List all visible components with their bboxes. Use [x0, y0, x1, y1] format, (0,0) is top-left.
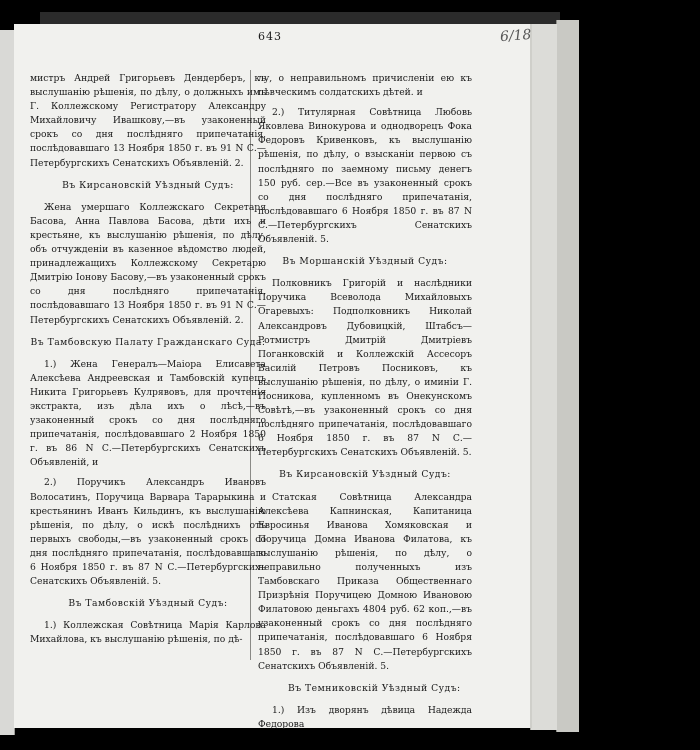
notice-paragraph: Полковникъ Григорій и наслѣдники Поручика Всеволода Михайловыхъ Огаревыхъ: Подполковникъ Николай Александровъ Дубовицкій, Штабсъ—Ротмистръ Дмитрій Дмитріевъ Поганковскій и Коллежскій Ассесоръ Василій Петровъ Посниковъ, къ выслушанію рѣшенія, по дѣлу, о иминіи Г. Посникова, купленномъ въ Онекунскомъ Совѣтѣ,—въ узаконенный срокъ со дня послѣдняго припечатанія, послѣдовавшаго 6 Ноября 1850 г. въ 87 N С.—Петербургскихъ Сенатскихъ Объявленій. 5.	[258, 278, 472, 459]
notice-paragraph: 2.) Титулярная Совѣтница Любовь Яковлева Винокурова и однодворецъ Фока Федоровъ Кривенковъ, къ выслушанію рѣшенія, по дѣлу, о взысканіи первою съ послѣдняго по заемному письму денегъ 150 руб. сер.—Все въ узаконенный срокъ со дня послѣдняго припечатанія, послѣдовавшаго 6 Ноября 1850 г. въ 87 N С.—Петербургскихъ Сенатскихъ Объявленій. 5.	[258, 107, 472, 246]
court-heading: Въ Тамбовскую Палату Гражданскаго Суда:	[30, 336, 266, 348]
notice-paragraph: Статская Совѣтница Александра Алексѣева Капнинская, Капитаница Евросинья Иванова Хомяковская и Поручица Домна Иванова Филатова, къ выслушанію рѣшенія, по дѣлу, о неправильно полученныхъ изъ Тамбовскаго Приказа Общественнаго Призрѣнія Поручицею Домною Ивановою Филатовою деньгахъ 4804 руб. 62 коп.,—въ узаконенный срокъ со дня послѣдняго припечатанія, послѣдовавшаго 6 Ноября 1850 г. въ 87 N С.—Петербургскихъ Сенатскихъ Объявленій. 5.	[258, 491, 472, 672]
handwritten-folio-number: 6/18	[499, 26, 532, 46]
notice-paragraph: Жена умершаго Коллежскаго Секретаря Басова, Анна Павлова Басова, дѣти ихъ и крестьяне, къ выслушанію рѣшенія, по дѣлу, объ отчужденіи въ казенное вѣдомство людей, принадлежащихъ Коллежскому Секретарю Дмитрію Іонову Басову,—въ узаконенный срокъ со дня послѣдняго припечатанія, послѣдовавшаго 13 Ноября 1850 г. въ 91 N С.—Петербургскихъ Сенатскихъ Объявленій. 2.	[30, 201, 266, 326]
notice-paragraph: лу, о неправильномъ причисленіи ею къ пѣвческимъ солдатскихъ дѣтей. и	[258, 73, 472, 99]
page-edge-front	[530, 24, 557, 730]
left-column	[30, 72, 266, 653]
notice-paragraph: 1.) Изъ дворянъ дѣвица Надежда Федорова	[258, 704, 472, 730]
court-heading: Въ Тамбовскій Уѣздный Судъ:	[68, 598, 228, 610]
notice-paragraph: 2.) Поручикъ Александръ Ивановъ Волосатинъ, Поручица Варвара Тарарыкина и крестьянинъ Иванъ Кильдинъ, къ выслушанію рѣшенія, по дѣлу, о искѣ послѣднихъ отъ первыхъ свободы,—въ узаконенный срокъ со дня послѣдняго припечатанія, послѣдовавшаго 6 Ноября 1850 г. въ 87 N С.—Петербургскихъ Сенатскихъ Объявленій. 5.	[30, 477, 266, 588]
court-heading: Въ Кирсановскій Уѣздный Судъ:	[279, 469, 451, 481]
court-heading: Въ Моршанскій Уѣздный Судъ:	[282, 256, 448, 268]
court-heading: Въ Темниковскій Уѣздный Судъ:	[288, 682, 461, 694]
notice-paragraph: 1.) Коллежская Совѣтница Марія Карлова Михайлова, къ выслушанію рѣшенія, по дѣ-	[30, 620, 266, 646]
notice-paragraph: 1.) Жена Генералъ—Маіора Елисавета Алексѣева Андреевская и Тамбовскій купецъ Никита Григорьевъ Кулрявовъ, для прочтенія экстракта, изъ дѣла ихъ о лѣсѣ,—въ узаконенный срокъ со дня послѣдняго припечатанія, послѣдовавшаго 2 Ноября 1850 г. въ 86 N С.—Петербургскихъ Сенатскихъ Объявленій, и	[30, 358, 266, 469]
court-heading: Въ Кирсановскій Уѣздный Судъ:	[62, 179, 234, 191]
page-number: 643	[258, 30, 282, 43]
notice-paragraph: мистръ Андрей Григорьевъ Дендерберъ, къ выслушанію рѣшенія, по дѣлу, о должныхъ имъ Г. Коллежскому Регистратору Александру Михайловичу Ивашкову,—въ узаконенный срокъ со дня послѣдняго припечатанія, послѣдовавшаго 13 Ноября 1850 г. въ 91 N С.—Петербургскихъ Сенатскихъ Объявленій. 2.	[30, 73, 266, 169]
right-column	[258, 72, 472, 738]
book-spine	[0, 30, 15, 735]
page-edge-back	[556, 20, 579, 732]
